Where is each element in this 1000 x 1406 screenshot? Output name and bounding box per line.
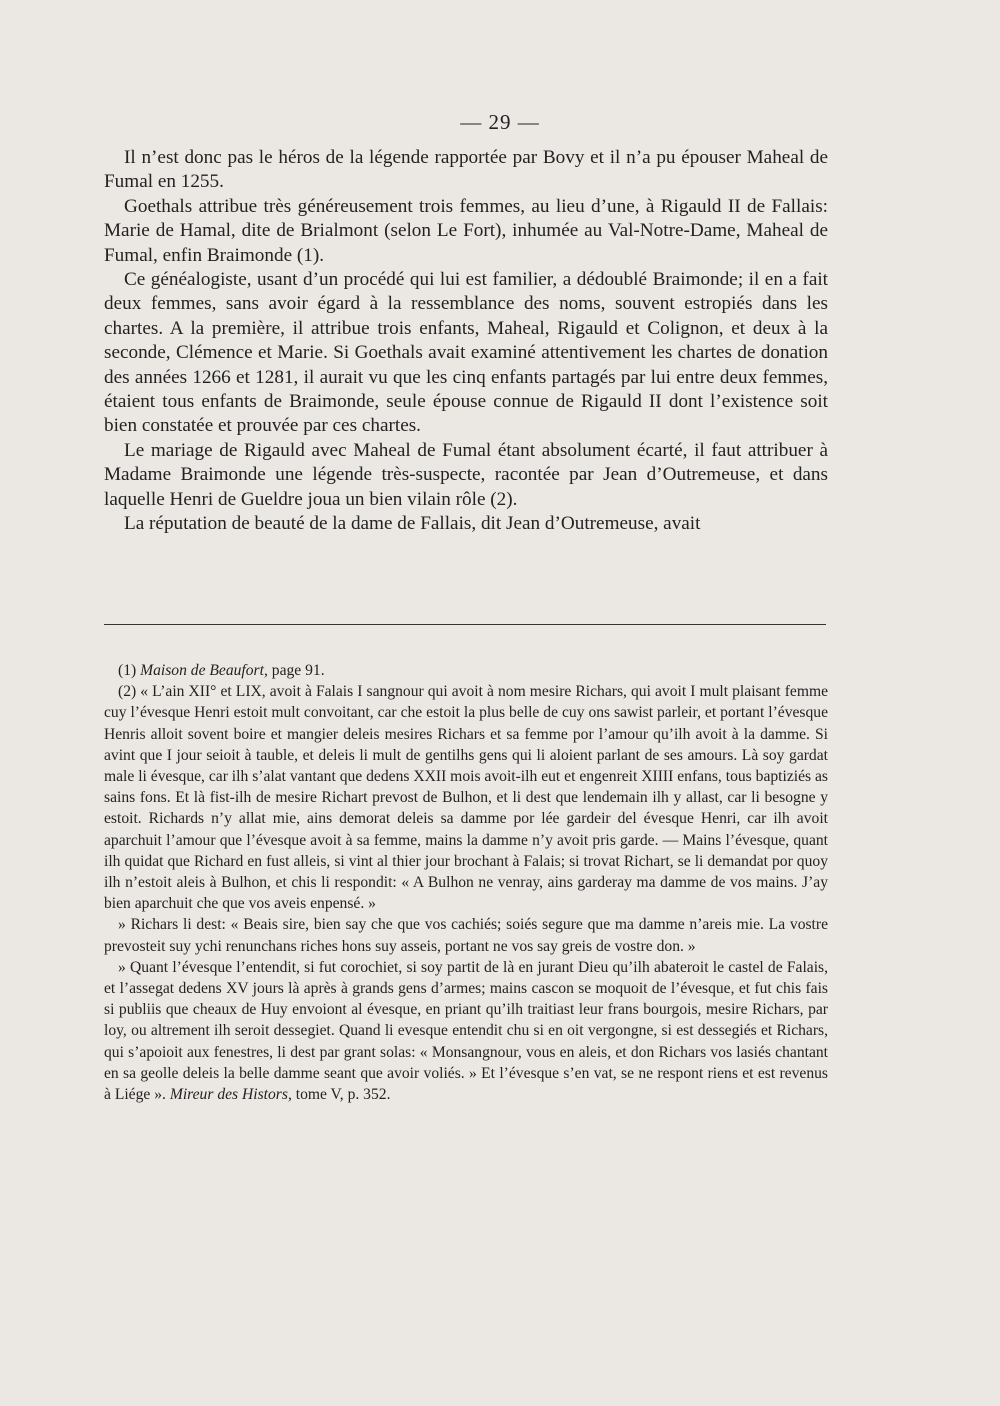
footnote-source-detail: , tome V, p. 352. [287,1086,391,1104]
footnote-1 [104,660,828,681]
paragraph: Le mariage de Rigauld avec Maheal de Fumal étant absolument écarté, il faut attribuer à Madame Braimonde une légende très-suspecte, racontée par Jean d’Outremeuse, et dans laquelle Henri de Gueldre joua un bien vilain rôle (2). [104,439,828,510]
page-number: — 29 — [460,110,540,134]
paragraph: Goethals attribue très généreusement trois femmes, au lieu d’une, à Rigauld II de Fallais: Marie de Hamal, dite de Brialmont (selon Le Fort), inhumée au Val-Notre-Dame, Maheal de Fumal, enfin Braimonde (1). [104,195,828,266]
footnote-source-title: Maison de Beaufort [140,662,264,679]
footnotes [104,660,828,1105]
footnote-marker: (2) [118,683,137,701]
paragraph: La réputation de beauté de la dame de Fallais, dit Jean d’Outremeuse, avait [124,513,701,535]
paragraph: Il n’est donc pas le héros de la légende rapportée par Bovy et il n’a pu épouser Maheal de Fumal en 1255. [104,147,828,193]
footnote-marker: (1) [118,662,137,679]
footnote-text: » Quant l’évesque l’entendit, si fut corochiet, si soy partit de là en jurant Dieu qu’ilh abateroit le castel de Falais, et l’assegat dedens XV jours là après à grands gens d’armes; mains cascon se moquoit de l’évesque, et fut chis fais si publiis que cheaux de Huy envoiont al évesque, en priant qu’ilh traitiast leur frans bourgois, mesire Richars, par loy, ou altrement ilh seroit dessegiet. Quand li evesque entendit chu si en oit vergongne, si est dessegiés et Richars, qui s’apoioit aux fenestres, li dest par grant solas: « Monsangnour, vous en aleis, et don Richars vos lasiés chantant en sa geolle deleis la belle damme seant que avoir voliés. » Et l’évesque s’en vat, se ne respont riens et est revenus à Liége ». [104,958,828,1104]
paragraph: Ce généalogiste, usant d’un procédé qui lui est familier, a dédoublé Braimonde; il en a fait deux femmes, sans avoir égard à la ressemblance des noms, souvent estropiés dans les chartes. A la première, il attribue trois enfants, Maheal, Rigauld et Colignon, et deux à la seconde, Clémence et Marie. Si Goethals avait examiné attentivement les chartes de donation des années 1266 et 1281, il aurait vu que les cinq enfants partagés par lui entre deux femmes, étaient tous enfants de Braimonde, seule épouse connue de Rigauld II dont l’existence soit bien constatée et prouvée par ces chartes. [104,269,828,437]
footnote-text: « L’ain XII° et LIX, avoit à Falais I sangnour qui avoit à nom mesire Richars, qui avoit I mult plaisant femme cuy l’évesque Henri estoit mult convoitant, car che estoit la plus belle de cuy ons sawist parleir, et portant l’évesque Henris alloit sovent boire et mangier deleis mesires Richars et sa femme por l’amour qu’ilh avoit à la damme. Si avint que I jour seioit à tauble, et deleis li mult de gentilhs gens qui li aloient parlant de ses amours. Là soy gardat male li évesque, car ilh s’alat vantant que dedens XXII mois avoit-ilh eut et engenreit XIIII enfans, tous baptiziés as sains fons. Et là fist-ilh de mesire Richart prevost de Bulhon, et li dest que lendemain ilh y allast, car li besogne y estoit. Richards n’y allat mie, ains demorat deleis sa damme por lée gardeir del évesque Henri, car ilh avoit aparchuit l’amour que l’évesque avoit à sa femme, mains la damme n’y avoit pris garde. — Mains l’évesque, quant ilh quidat que Richard en fust alleis, si vint al thier jour brochant à Falais; si trovat Richart, se li demandat por quoy ilh n’estoit aleis à Bulhon, et chis li respondit: « A Bulhon ne venray, ains garderay ma damme de vos mains. J’ay bien aparchuit che que vos aveis enpensé. » [104,683,828,913]
footnote-2-continuation [104,957,828,1105]
footnote-divider [104,624,826,625]
footnote-2-continuation: » Richars li dest: « Beais sire, bien say che que vos cachiés; soiés segure que ma damme n’areis mie. La vostre prevosteit suy ychi renunchans riches hons suy asseis, portant ne vos say greis de vostre don. » [104,916,828,955]
main-text [104,146,828,537]
footnote-2 [104,681,828,914]
footnote-text: , page 91. [263,662,325,679]
footnote-source-title: Mireur des Histors [169,1086,288,1104]
